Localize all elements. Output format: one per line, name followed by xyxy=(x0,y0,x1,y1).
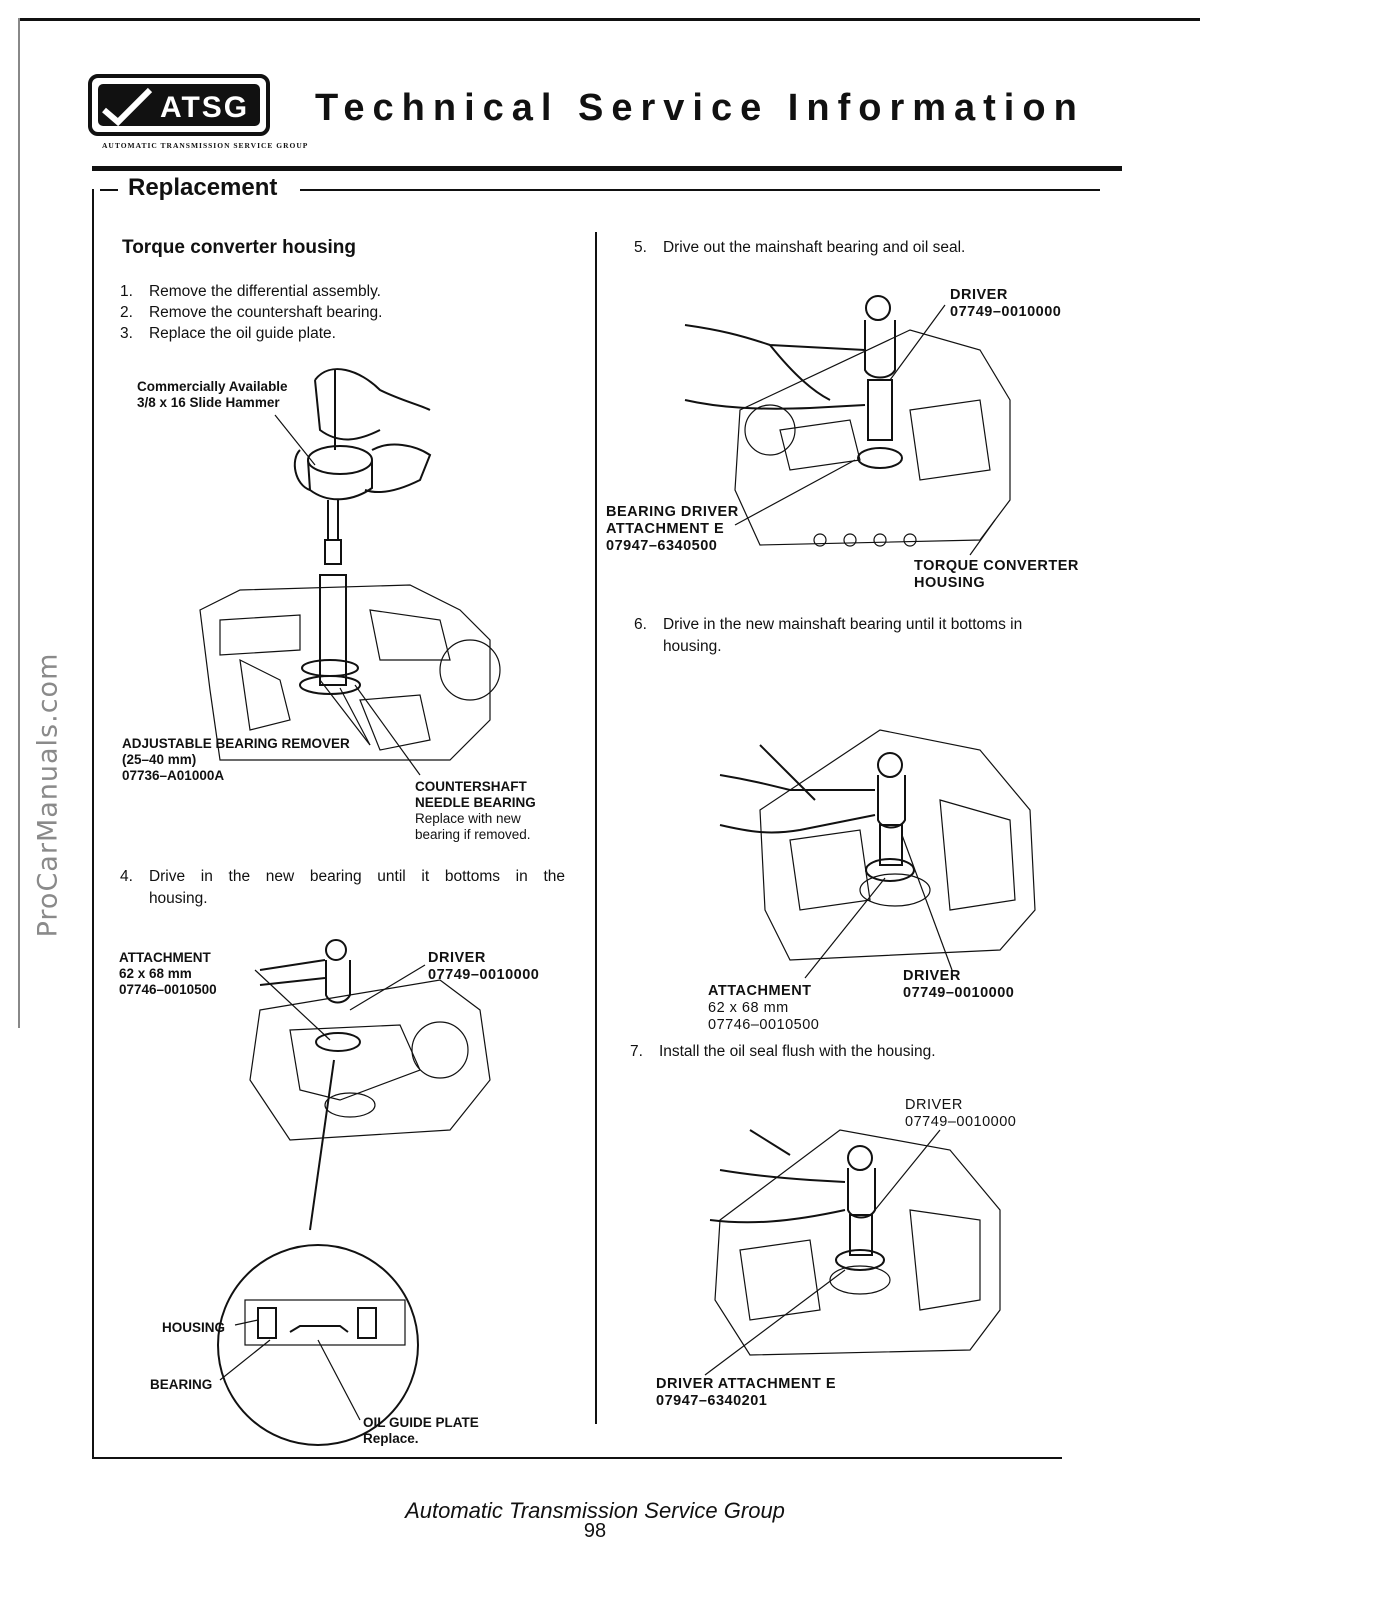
label-bearing-remover: ADJUSTABLE BEARING REMOVER (25–40 mm) 07736–A01000A xyxy=(122,736,350,783)
footer-org: Automatic Transmission Service Group xyxy=(405,1498,785,1523)
top-border xyxy=(18,18,1200,21)
figure-mainshaft-install xyxy=(720,710,1040,980)
section-title: Replacement xyxy=(128,174,289,202)
page-title: Technical Service Information xyxy=(315,87,1085,129)
section-rule xyxy=(300,189,1100,191)
subsection-title: Torque converter housing xyxy=(122,237,357,258)
steps-list xyxy=(120,281,382,344)
label-bearing-driver-attachment: BEARING DRIVER ATTACHMENT E 07947–6340500 xyxy=(606,504,739,554)
column-divider xyxy=(595,232,597,1424)
figure-slide-hammer xyxy=(180,350,520,780)
step-6: 6. Drive in the new mainshaft bearing until it bottoms in housing. xyxy=(634,616,1023,655)
label-driver-fig3: DRIVER 07749–0010000 xyxy=(950,287,1062,320)
figure-bearing-install xyxy=(200,930,520,1430)
label-countershaft-needle-bearing: COUNTERSHAFT NEEDLE BEARING Replace with new bearing if removed. xyxy=(415,779,536,842)
list-item: 2. Remove the countershaft bearing. xyxy=(120,304,383,321)
label-attachment-fig4: ATTACHMENT 62 x 68 mm 07746–0010500 xyxy=(708,983,820,1033)
logo-text: ATSG xyxy=(160,91,250,124)
content-left-rule xyxy=(92,189,94,1459)
label-driver-fig4: DRIVER 07749–0010000 xyxy=(903,968,1015,1001)
page-number: 98 xyxy=(583,1520,607,1542)
step-5: 5. Drive out the mainshaft bearing and oil seal. xyxy=(634,239,966,256)
label-driver-attachment-fig5: DRIVER ATTACHMENT E 07947–6340201 xyxy=(656,1376,837,1409)
atsg-logo xyxy=(80,70,309,160)
label-oil-guide-plate: OIL GUIDE PLATE Replace. xyxy=(363,1415,479,1446)
content-bottom-rule xyxy=(92,1457,1062,1459)
label-torque-converter-housing: TORQUE CONVERTER HOUSING xyxy=(914,558,1079,591)
watermark: ProCarManuals.com xyxy=(32,652,64,938)
label-driver: DRIVER 07749–0010000 xyxy=(428,950,540,983)
logo-ring-text: AUTOMATIC TRANSMISSION SERVICE GROUP xyxy=(102,141,309,150)
label-bearing: BEARING xyxy=(150,1377,213,1392)
section-bracket-top xyxy=(100,189,118,191)
step-4: 4. Drive in the new bearing until it bottoms in the housing. xyxy=(120,868,565,907)
list-item: 1. Remove the differential assembly. xyxy=(120,283,381,300)
label-housing: HOUSING xyxy=(162,1320,226,1335)
step-7: 7. Install the oil seal flush with the housing. xyxy=(630,1043,936,1060)
label-attachment: ATTACHMENT 62 x 68 mm 07746–0010500 xyxy=(119,950,217,997)
figure-oil-seal-install xyxy=(680,1110,1010,1380)
list-item: 3. Replace the oil guide plate. xyxy=(120,325,336,342)
label-driver-fig5: DRIVER 07749–0010000 xyxy=(905,1097,1017,1130)
header-rule xyxy=(92,166,1122,171)
label-slide-hammer: Commercially Available 3/8 x 16 Slide Hammer xyxy=(137,379,288,410)
